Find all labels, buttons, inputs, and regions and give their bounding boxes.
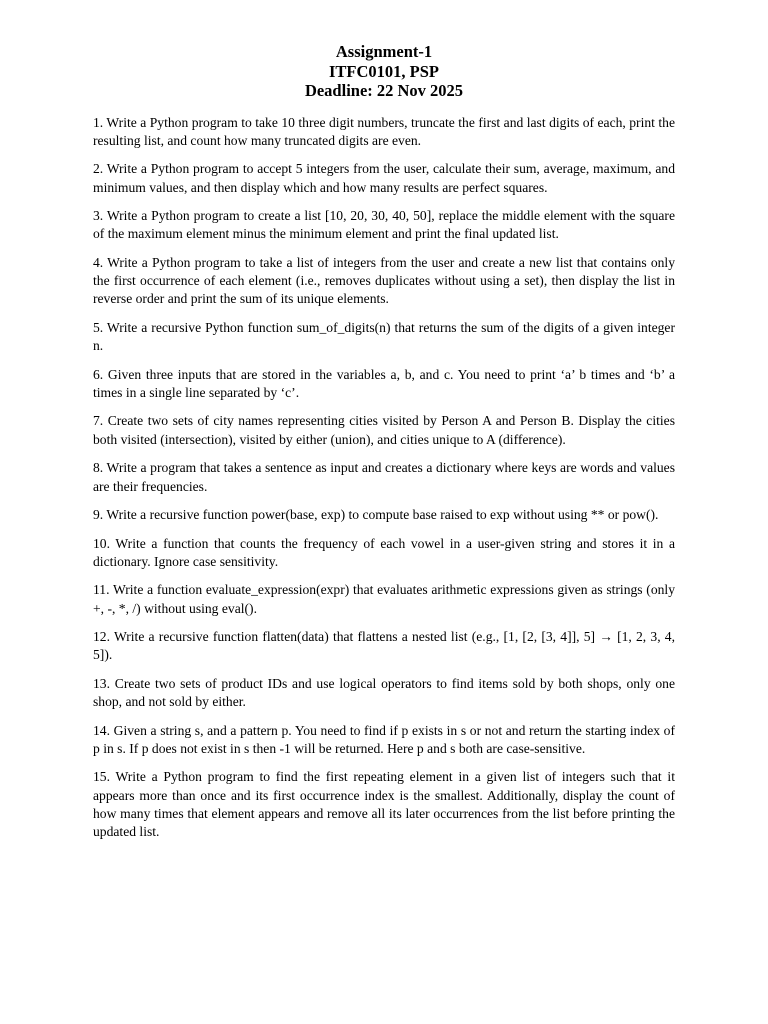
- question-list: [93, 114, 675, 842]
- question-8: 8. Write a program that takes a sentence as input and creates a dictionary where keys are words and values are their frequencies.: [93, 460, 675, 494]
- document-header: [93, 42, 675, 101]
- question-7: 7. Create two sets of city names representing cities visited by Person A and Person B. Display the cities both visited (intersection), visited by either (union), and cities unique to A (difference).: [93, 413, 675, 447]
- question-3: 3. Write a Python program to create a list [10, 20, 30, 40, 50], replace the middle element with the square of the maximum element minus the minimum element and print the final updated list.: [93, 208, 675, 242]
- question-9: 9. Write a recursive function power(base, exp) to compute base raised to exp without using ** or pow().: [93, 507, 659, 523]
- question-11: 11. Write a function evaluate_expression(expr) that evaluates arithmetic expressions given as strings (only +, -, *, /) without using eval().: [93, 582, 675, 616]
- question-13: 13. Create two sets of product IDs and use logical operators to find items sold by both shops, only one shop, and not sold by either.: [93, 675, 675, 710]
- assignment-title: Assignment-1: [335, 42, 433, 61]
- question-6: 6. Given three inputs that are stored in the variables a, b, and c. You need to print ‘a’ b times and ‘b’ a times in a single line separated by ‘c’.: [93, 366, 675, 400]
- question-14: 14. Given a string s, and a pattern p. You need to find if p exists in s or not and return the starting index of p in s. If p does not exist in s then -1 will be returned. Here p and s both are case-sensitive.: [93, 722, 675, 756]
- question-1: 1. Write a Python program to take 10 three digit numbers, truncate the first and last digits of each, print the resulting list, and count how many truncated digits are even.: [93, 114, 675, 148]
- question-5: 5. Write a recursive Python function sum_of_digits(n) that returns the sum of the digits of a given integer n.: [93, 319, 675, 354]
- question-4: 4. Write a Python program to take a list of integers from the user and create a new list that contains only the first occurrence of each element (i.e., removes duplicates without using a set), then display the list in reverse order and print the sum of its unique elements.: [93, 254, 675, 307]
- question-10: 10. Write a function that counts the frequency of each vowel in a user-given string and stores it in a dictionary. Ignore case sensitivity.: [93, 535, 675, 569]
- question-12: 12. Write a recursive function flatten(data) that flattens a nested list (e.g., [1, [2, [3, 4]], 5] → [1, 2, 3, 4, 5]).: [93, 629, 675, 663]
- document-page: [93, 42, 675, 842]
- question-15: 15. Write a Python program to find the first repeating element in a given list of integers such that it appears more than once and its first occurrence index is the smallest. Additionally, display the count of how many times that element appears and remove all its later occurrences from the list before printing the updated list.: [93, 769, 675, 840]
- deadline: Deadline: 22 Nov 2025: [304, 81, 464, 100]
- question-2: 2. Write a Python program to accept 5 integers from the user, calculate their sum, average, maximum, and minimum values, and then display which and how many results are perfect squares.: [93, 161, 675, 195]
- course-code: ITFC0101, PSP: [328, 61, 439, 81]
